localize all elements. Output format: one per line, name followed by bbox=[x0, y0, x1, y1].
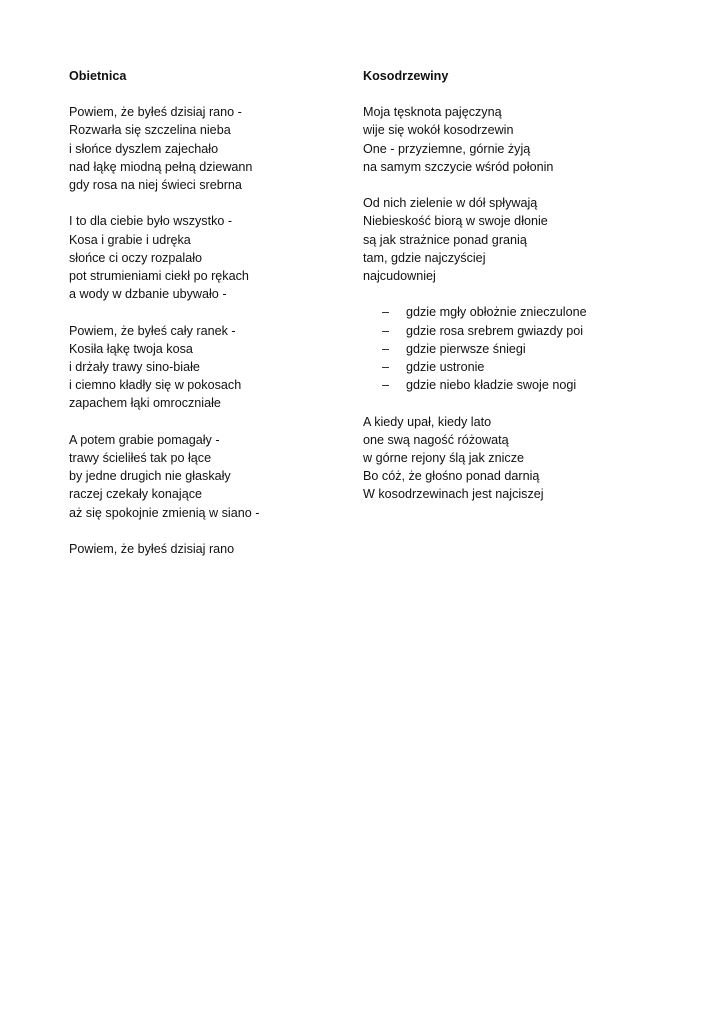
verse-line: tam, gdzie najczyściej bbox=[363, 250, 486, 265]
poem-obietnica bbox=[69, 67, 369, 576]
verse-line: na samym szczycie wśród połonin bbox=[363, 159, 554, 174]
verse-line: Powiem, że byłeś dzisiaj rano - bbox=[69, 105, 242, 120]
verse-line: wije się wokół kosodrzewin bbox=[363, 123, 514, 138]
dash-marker: – bbox=[382, 341, 390, 356]
verse-line: one swą nagość różowatą bbox=[363, 432, 509, 447]
verse-line: i ciemno kładły się w pokosach bbox=[69, 378, 242, 393]
list-item-text: gdzie niebo kładzie swoje nogi bbox=[406, 378, 577, 393]
list-item bbox=[363, 340, 663, 358]
list-item bbox=[363, 358, 663, 376]
verse-line: gdy rosa na niej świeci srebrna bbox=[69, 178, 242, 192]
verse-line: są jak strażnice ponad granią bbox=[363, 232, 527, 247]
verse-line: A potem grabie pomagały - bbox=[69, 432, 220, 447]
verse-line: Rozwarła się szczelina nieba bbox=[69, 123, 231, 138]
verse-line: najcudowniej bbox=[363, 269, 436, 283]
verse-line: Bo cóż, że głośno ponad darnią bbox=[363, 469, 540, 484]
list-item-text: gdzie ustronie bbox=[406, 360, 485, 374]
list-item bbox=[363, 322, 663, 340]
stanza bbox=[69, 431, 369, 522]
stanza bbox=[363, 194, 663, 285]
dash-marker: – bbox=[382, 323, 390, 338]
verse-line: W kosodrzewinach jest najciszej bbox=[363, 487, 544, 502]
stanza bbox=[69, 103, 369, 194]
verse-line: A kiedy upał, kiedy lato bbox=[363, 414, 492, 429]
verse-line: i drżały trawy sino-białe bbox=[69, 360, 200, 374]
dash-marker: – bbox=[382, 378, 390, 393]
list-item-text: gdzie rosa srebrem gwiazdy poi bbox=[406, 323, 584, 338]
verse-line: raczej czekały konające bbox=[69, 487, 202, 502]
verse-line: aż się spokojnie zmienią w siano - bbox=[69, 505, 260, 520]
list-item bbox=[363, 376, 663, 394]
verse-line: by jedne drugich nie głaskały bbox=[69, 469, 231, 484]
stanza bbox=[69, 540, 369, 558]
dash-marker: – bbox=[382, 305, 390, 320]
verse-line: trawy ścieliłeś tak po łące bbox=[69, 451, 212, 465]
verse-line: pot strumieniami ciekł po rękach bbox=[69, 269, 249, 283]
verse-line: Od nich zielenie w dół spływają bbox=[363, 196, 538, 211]
dash-list bbox=[363, 303, 663, 394]
verse-line: i słońce dyszlem zajechało bbox=[69, 141, 219, 156]
stanza bbox=[363, 103, 663, 176]
verse-line: Kosa i grabie i udręka bbox=[69, 232, 191, 247]
verse-line: zapachem łąki omroczniałe bbox=[69, 396, 221, 411]
verse-line: a wody w dzbanie ubywało - bbox=[69, 287, 227, 302]
verse-line: słońce ci oczy rozpalało bbox=[69, 250, 202, 265]
list-item-text: gdzie pierwsze śniegi bbox=[406, 341, 526, 356]
stanza bbox=[69, 322, 369, 413]
list-item-text: gdzie mgły obłożnie znieczulone bbox=[406, 305, 587, 320]
list-item bbox=[363, 303, 663, 321]
verse-line: Niebieskość biorą w swoje dłonie bbox=[363, 214, 548, 229]
verse-line: Powiem, że byłeś cały ranek - bbox=[69, 323, 236, 338]
verse-line: One - przyziemne, górnie żyją bbox=[363, 141, 531, 156]
verse-line: Powiem, że byłeś dzisiaj rano bbox=[69, 542, 235, 556]
verse-line: w górne rejony ślą jak znicze bbox=[363, 451, 524, 465]
stanza bbox=[69, 212, 369, 303]
poem-kosodrzewiny bbox=[363, 67, 663, 522]
verse-line: Kosiła łąkę twoja kosa bbox=[69, 341, 193, 356]
verse-line: nad łąkę miodną pełną dziewann bbox=[69, 159, 253, 174]
dash-marker: – bbox=[382, 360, 390, 374]
poem-title: Kosodrzewiny bbox=[363, 69, 449, 83]
verse-line: I to dla ciebie było wszystko - bbox=[69, 214, 233, 229]
verse-line: Moja tęsknota pajęczyną bbox=[363, 105, 502, 120]
stanza bbox=[363, 413, 663, 504]
poem-title: Obietnica bbox=[69, 69, 127, 83]
